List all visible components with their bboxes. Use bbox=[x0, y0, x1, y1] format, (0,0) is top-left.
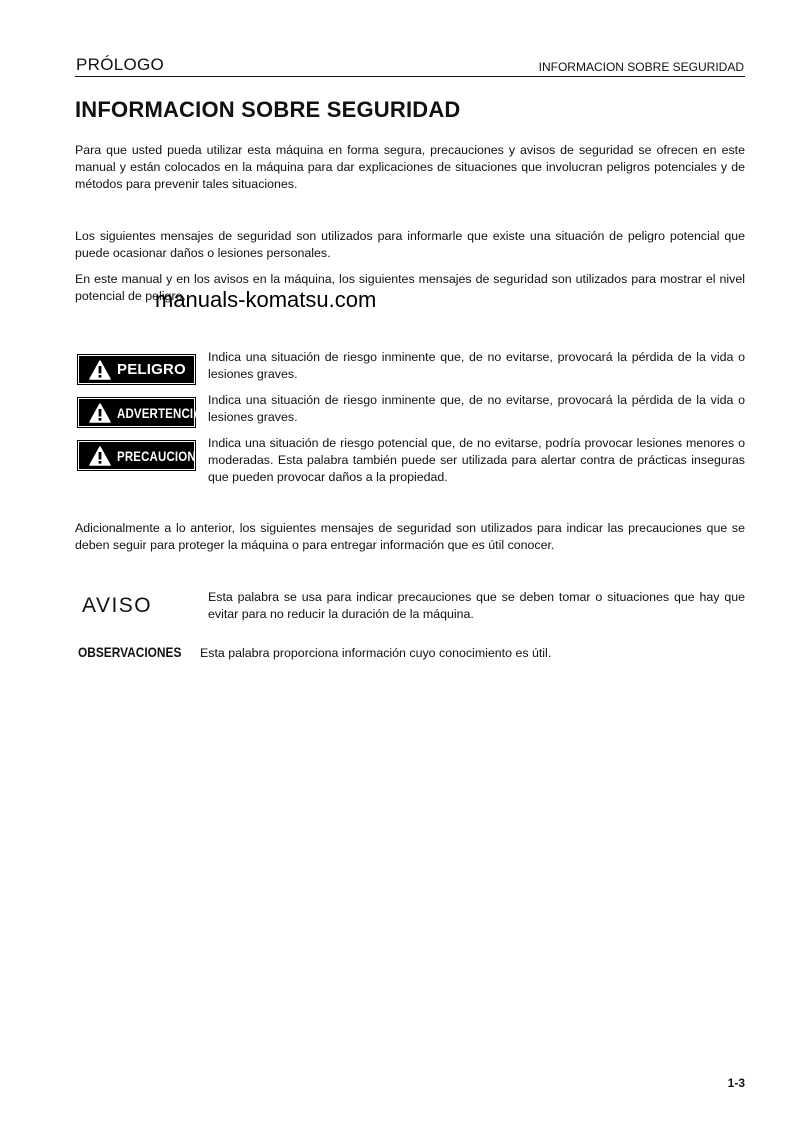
precaucion-label: PRECAUCION bbox=[117, 447, 196, 464]
additional-paragraph: Adicionalmente a lo anterior, los siguientes mensajes de seguridad son utilizados para indicar las precauciones que se deben seguir para proteger la máquina o para entregar información que es útil conocer. bbox=[75, 521, 745, 552]
header-section: PRÓLOGO bbox=[76, 55, 165, 74]
levels-paragraph: En este manual y en los avisos en la máquina, los siguientes mensajes de seguridad son utilizados para mostrar el nivel potencial de peligro. bbox=[75, 272, 745, 303]
advertencia-badge bbox=[79, 399, 202, 426]
aviso-label: AVISO bbox=[82, 594, 153, 617]
precaucion-badge bbox=[79, 442, 194, 469]
peligro-description: Indica una situación de riesgo inminente que, de no evitarse, provocará la pérdida de la vida o lesiones graves. bbox=[208, 350, 745, 381]
advertencia-description: Indica una situación de riesgo inminente que, de no evitarse, provocará la pérdida de la vida o lesiones graves. bbox=[208, 393, 745, 424]
page-number: 1-3 bbox=[727, 1076, 745, 1090]
intro-paragraph: Para que usted pueda utilizar esta máquina en forma segura, precauciones y avisos de seguridad se ofrecen en este manual y están colocados en la máquina para dar explicaciones de situaciones que involucran peligros potenciales y de métodos para prevenir tales situaciones. bbox=[75, 143, 745, 191]
warning-triangle-icon bbox=[89, 403, 111, 423]
aviso-description: Esta palabra se usa para indicar precauciones que se deben tomar o situaciones que hay que evitar para no reducir la duración de la máquina. bbox=[208, 590, 745, 621]
header-topic: INFORMACION SOBRE SEGURIDAD bbox=[538, 60, 744, 74]
warning-triangle-icon bbox=[89, 360, 111, 380]
advertencia-label: ADVERTENCIA bbox=[117, 404, 202, 421]
observaciones-description: Esta palabra proporciona información cuyo conocimiento es útil. bbox=[200, 646, 552, 660]
header-divider bbox=[75, 76, 745, 77]
precaucion-description: Indica una situación de riesgo potencial que, de no evitarse, podría provocar lesiones menores o moderadas. Esta palabra también puede ser utilizada para alertar contra de prácticas inseguras que pueden provocar daños a la propiedad. bbox=[208, 436, 745, 484]
warning-triangle-icon bbox=[89, 446, 111, 466]
observaciones-label: OBSERVACIONES bbox=[78, 644, 182, 660]
peligro-label: PELIGRO bbox=[117, 361, 186, 378]
peligro-badge bbox=[79, 356, 194, 383]
messages-paragraph: Los siguientes mensajes de seguridad son utilizados para informarle que existe una situación de peligro potencial que puede ocasionar daños o lesiones personales. bbox=[75, 229, 745, 260]
page-title: INFORMACION SOBRE SEGURIDAD bbox=[75, 97, 461, 122]
watermark: manuals-komatsu.com bbox=[155, 287, 377, 312]
